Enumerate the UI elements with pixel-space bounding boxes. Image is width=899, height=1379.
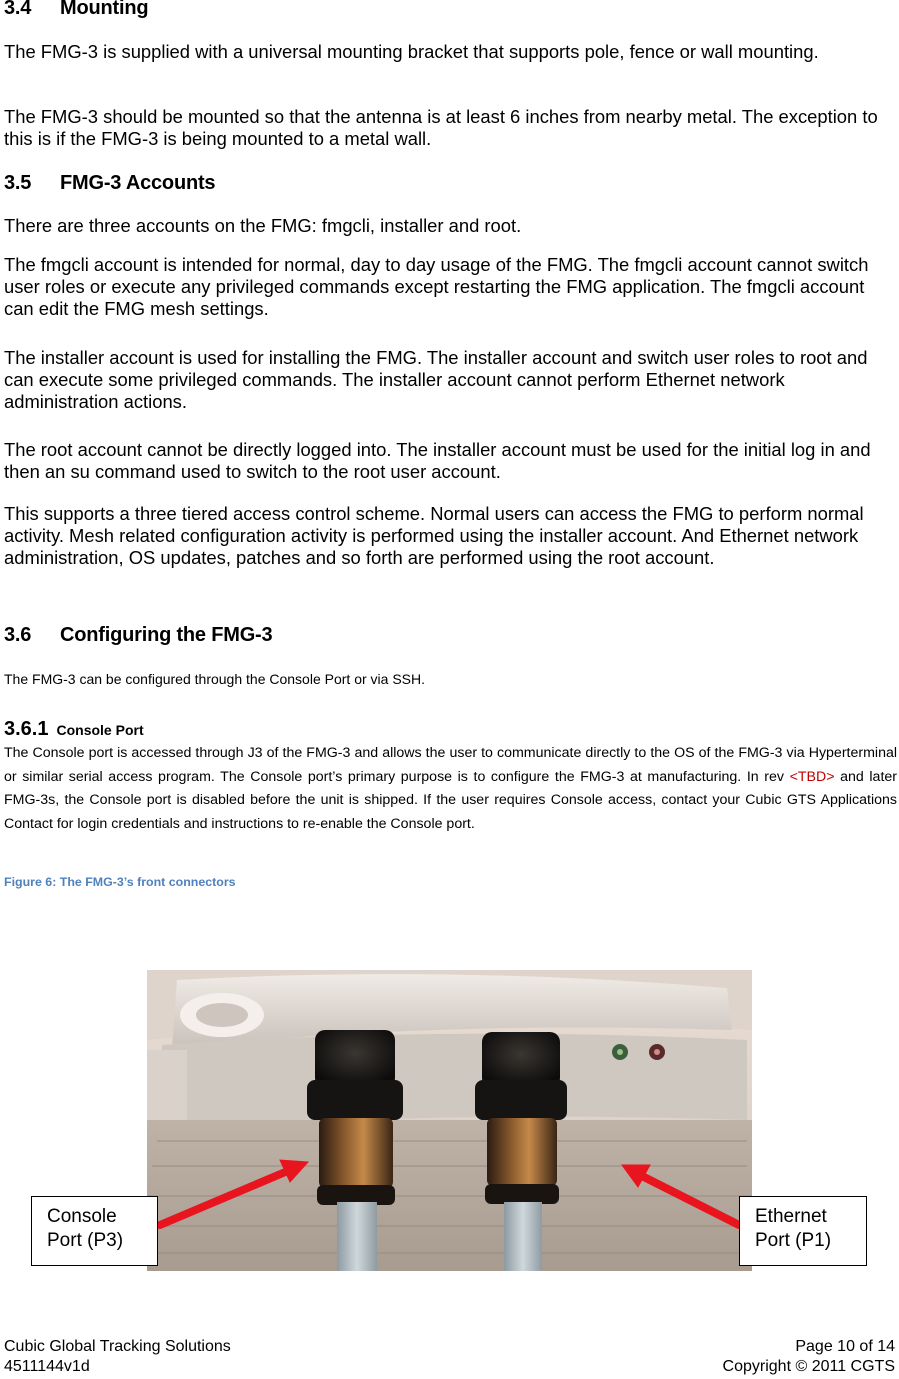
paragraph: The fmgcli account is intended for normal, day to day usage of the FMG. The fmgcli account cannot switch user roles or execute any privileged commands except restarting the FMG application. The fmgcli account can edit the FMG mesh settings.: [4, 254, 869, 319]
callout-line: Ethernet: [755, 1206, 827, 1227]
console-port-paragraph: [4, 742, 897, 836]
footer-copyright: Copyright © 2011 CGTS: [722, 1358, 895, 1375]
section-number: 3.5: [4, 172, 32, 194]
section-heading-configuring: [4, 624, 272, 647]
figure-caption: Figure 6: The FMG-3’s front connectors: [4, 875, 236, 889]
tbd-placeholder: <TBD>: [789, 768, 835, 785]
subsection-number: 3.6.1: [4, 718, 49, 740]
paragraph-text: The Console port is accessed through J3 of the FMG-3 and allows the user to communicate directly to the OS of the FMG-3 via Hyperterminal or similar serial access program. The Console port’s primary purpose is to configure the FMG-3 at manufacturing. In rev: [4, 745, 897, 785]
callout-ethernet-port: [739, 1196, 867, 1266]
section-title: Configuring the FMG-3: [60, 624, 273, 646]
callout-console-port: [31, 1196, 158, 1266]
section-title: FMG-3 Accounts: [60, 172, 216, 194]
subsection-heading-console-port: [4, 718, 144, 741]
paragraph: The root account cannot be directly logged into. The installer account must be used for the initial log in and then an su command used to switch to the root user account.: [4, 439, 871, 482]
callout-line: Console: [47, 1206, 117, 1227]
footer-company: Cubic Global Tracking Solutions: [4, 1338, 231, 1355]
subsection-title: Console Port: [56, 722, 144, 738]
paragraph: The FMG-3 should be mounted so that the antenna is at least 6 inches from nearby metal. The exception to this is if the FMG-3 is being mounted to a metal wall.: [4, 106, 878, 149]
section-number: 3.6: [4, 624, 32, 646]
section-number: 3.4: [4, 0, 32, 19]
paragraph: The FMG-3 can be configured through the Console Port or via SSH.: [4, 671, 425, 687]
paragraph: The installer account is used for installing the FMG. The installer account and switch user roles to root and can execute some privileged commands. The installer account cannot perform Ethernet network administration actions.: [4, 347, 868, 412]
paragraph: This supports a three tiered access control scheme. Normal users can access the FMG to perform normal activity. Mesh related configuration activity is performed using the installer account. And Ethernet network administration, OS updates, patches and so forth are performed using the root account.: [4, 503, 864, 568]
section-heading-mounting: [4, 0, 148, 20]
paragraph: The FMG-3 is supplied with a universal mounting bracket that supports pole, fence or wall mounting.: [4, 41, 819, 62]
section-heading-accounts: [4, 172, 215, 195]
footer-doc-id: 4511144v1d: [4, 1358, 90, 1375]
section-title: Mounting: [60, 0, 149, 19]
fmg3-connectors-photo: [147, 970, 752, 1271]
paragraph: There are three accounts on the FMG: fmgcli, installer and root.: [4, 215, 522, 236]
callout-line: Port (P3): [47, 1230, 124, 1251]
callout-line: Port (P1): [755, 1230, 832, 1251]
paragraph-text: and later FMG-3s, the Console port is disabled before the unit is shipped. If the user requires Console access, contact your Cubic GTS Applications Contact for login credentials and instructions to re-enable the Console port.: [4, 768, 897, 832]
footer-page-number: Page 10 of 14: [795, 1338, 895, 1355]
